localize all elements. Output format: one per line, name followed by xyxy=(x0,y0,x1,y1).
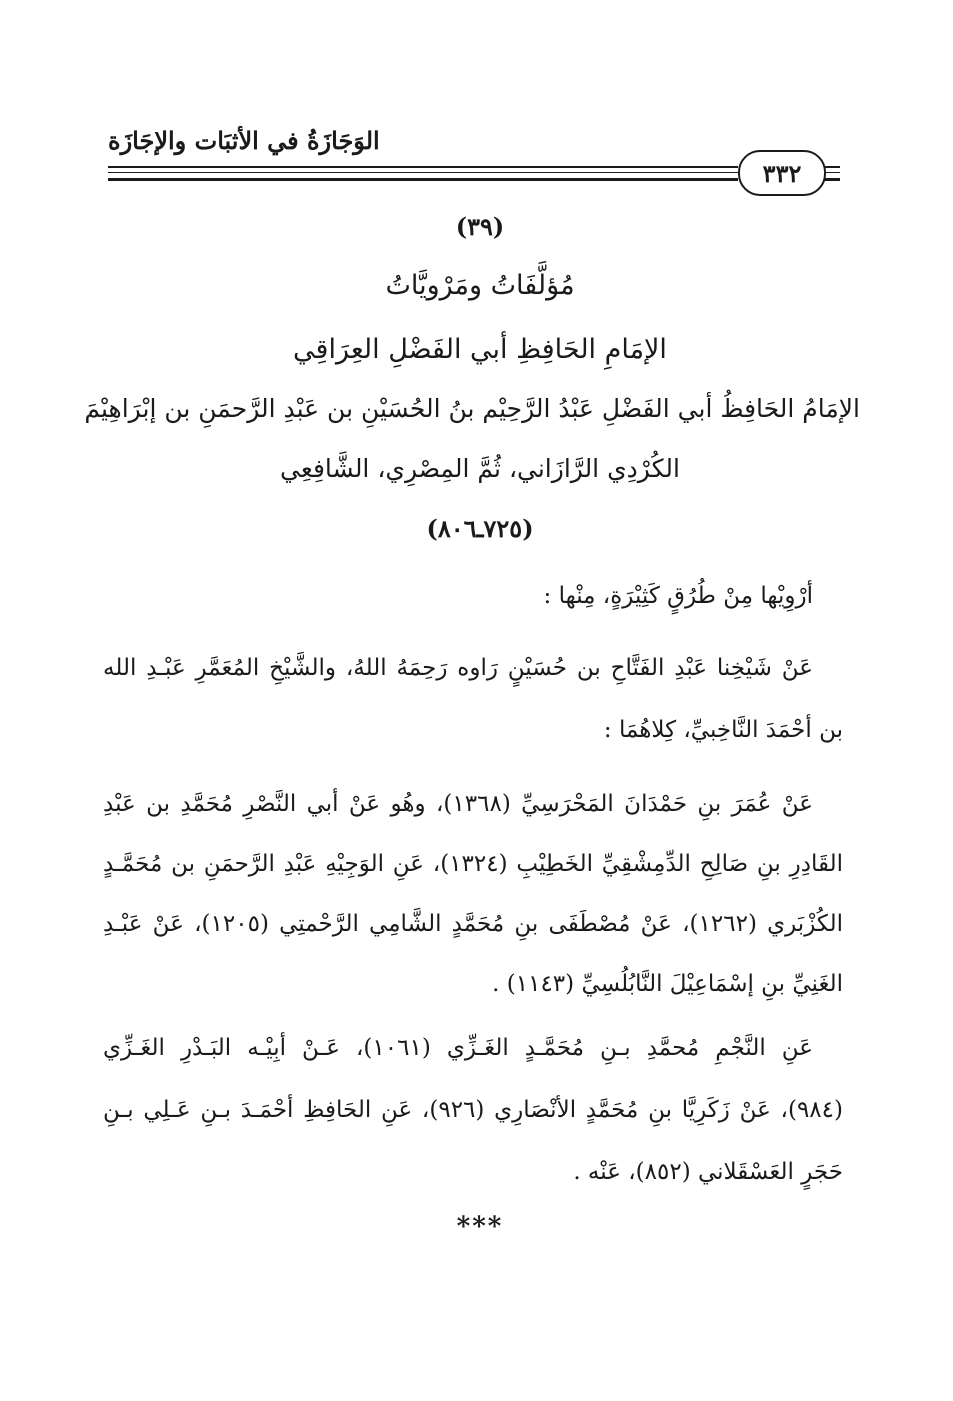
paragraph-3-line-2: القَادِرِ بنِ صَالِحِ الدِّمِشْقِيِّ الخَطِيْبِ (١٣٢٤)، عَنِ الوَجِيْهِ عَبْدِ الرَّحمَنِ بن مُحَمَّـدٍ xyxy=(103,851,843,877)
paragraph-3-line-3: الكُزْبَري (١٢٦٢)، عَنْ مُصْطَفَى بنِ مُحَمَّدٍ الشَّامِي الرَّحْمتِي (١٢٠٥)، عَنْ عَبْـدِ xyxy=(103,911,844,937)
scholar-short-name: الإمَامِ الحَافِظِ أبي الفَضْلِ العِرَاقِي xyxy=(293,334,667,365)
header-rule-top xyxy=(108,166,738,168)
paragraph-4-line-2: (٩٨٤)، عَنْ زَكَرِيَّا بنِ مُحَمَّدٍ الأنْصَارِي (٩٢٦)، عَنِ الحَافِظِ أحْمَـدَ بـنِ عَـلِي بـنِ xyxy=(103,1097,843,1123)
paragraph-4-line-3: حَجَرٍ العَسْقَلاني (٨٥٢)، عَنْه . xyxy=(573,1159,843,1185)
paragraph-1-line-1: أرْوِيْها مِنْ طُرُقٍ كَثِيْرَةٍ، مِنْها : xyxy=(543,583,813,609)
scholar-full-name-line1: الإمَامُ الحَافِظُ أبي الفَضْلِ عَبْدُ الرَّحِيْم بنُ الحُسَيْنِ بن عَبْدِ الرَّحمَنِ بن إبْرَاهِيْمَ xyxy=(84,394,860,423)
paragraph-3-line-1: عَنْ عُمَرَ بنِ حَمْدَانَ المَحْرَسِيِّ (١٣٦٨)، وهُو عَنْ أبي النَّصْرِ مُحَمَّدِ بن عَبْدِ xyxy=(103,791,813,817)
life-dates: (٧٢٥ـ٨٠٦) xyxy=(426,514,534,543)
scholar-full-name-line2: الكُرْدِي الرَّازَاني، ثُمَّ المِصْرِي، الشَّافِعِي xyxy=(280,454,680,483)
paragraph-3-line-4: الغَنِيِّ بنِ إسْمَاعِيْلَ النَّابُلُسِيِّ (١١٤٣) . xyxy=(492,971,843,997)
paragraph-4-line-1: عَنِ النَّجْمِ مُحمَّدِ بـنِ مُحَمَّـدٍ الغَـزِّي (١٠٦١)، عَـنْ أبِيْـه البَـدْرِ الغَـزِّي xyxy=(103,1035,813,1061)
page-number: ٣٣٢ xyxy=(738,150,826,196)
running-title: الوَجَازَةُ في الأثبَات والإجَازَة xyxy=(108,126,380,155)
paragraph-2-line-1: عَنْ شَيْخِنا عَبْدِ الفَتَّاحِ بن حُسَيْنٍ رَاوه رَحِمَهُ اللهُ، والشَّيْخِ المُعَمَّرِ عَبْـدِ الله xyxy=(103,655,813,681)
entry-number: (٣٩) xyxy=(455,212,505,241)
header-rule-bottom xyxy=(108,178,738,181)
section-separator: *** xyxy=(456,1212,504,1242)
paragraph-2-line-2: بن أحْمَدَ النَّاخِبيِّ، كِلاهُمَا : xyxy=(603,717,843,743)
header-rule-middle xyxy=(108,172,738,173)
section-title: مُؤلَّفَاتُ ومَرْويَّاتُ xyxy=(385,270,575,301)
